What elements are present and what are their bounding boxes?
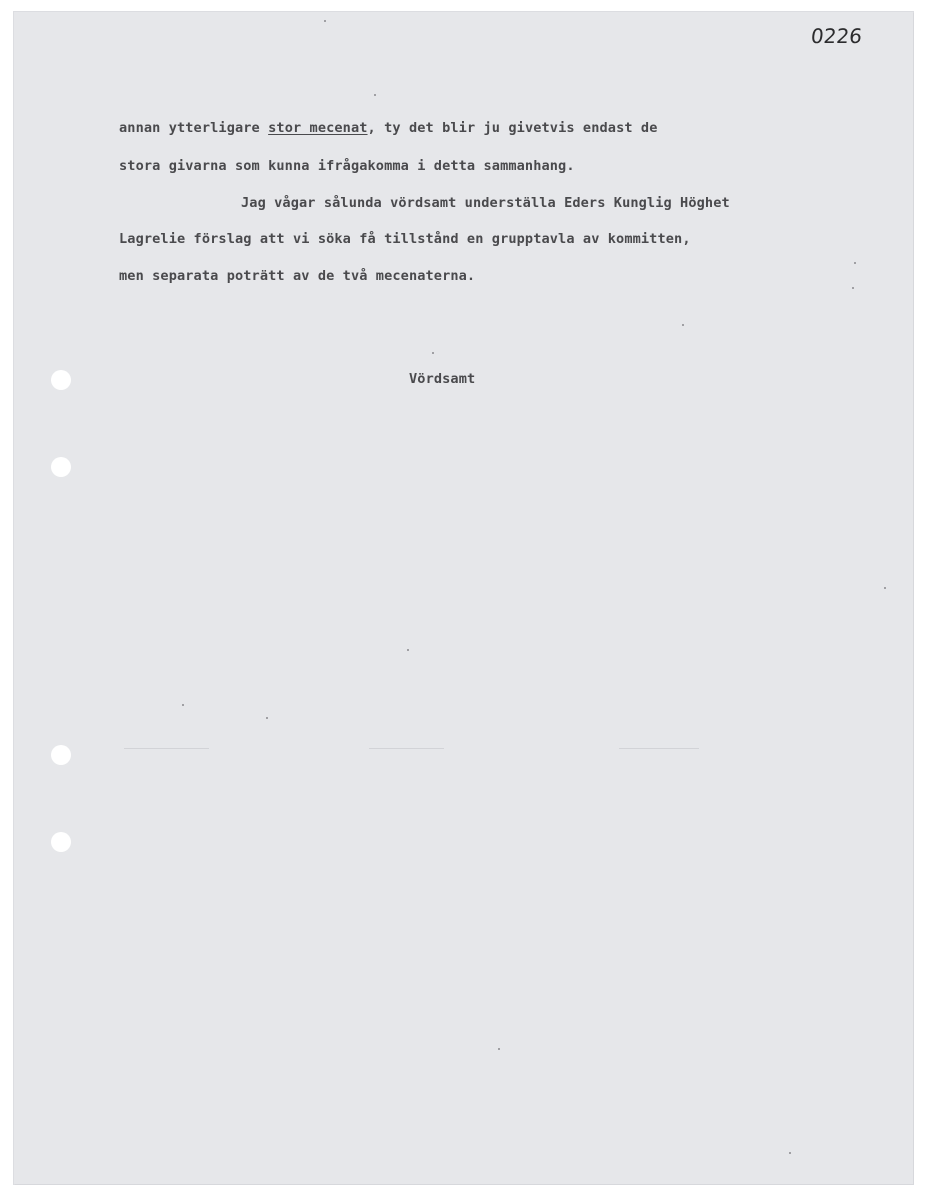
faint-rule [619, 748, 699, 749]
faint-rule [124, 748, 209, 749]
punch-hole [51, 370, 71, 390]
paper-speck [682, 324, 684, 326]
paper-speck [852, 287, 854, 289]
body-line-4: Lagrelie förslag att vi söka få tillstånd en grupptavla av kommitten, [119, 231, 691, 247]
body-line-3: Jag vågar sålunda vördsamt underställa Eders Kunglig Höghet [241, 195, 730, 211]
paper-speck [884, 587, 886, 589]
body-line-1 [119, 120, 658, 136]
paper-speck [374, 94, 376, 96]
paper-speck [182, 704, 184, 706]
underlined-phrase: stor mecenat [268, 120, 368, 136]
paper-speck [432, 352, 434, 354]
document-page [14, 12, 913, 1184]
paper-speck [789, 1152, 791, 1154]
paper-speck [266, 717, 268, 719]
punch-hole [51, 745, 71, 765]
page-number: 0226 [809, 24, 864, 48]
paper-speck [324, 20, 326, 22]
faint-rule [369, 748, 444, 749]
paper-speck [407, 649, 409, 651]
body-line-1-post: , ty det blir ju givetvis endast de [367, 120, 658, 136]
body-line-5: men separata poträtt av de två mecenaterna. [119, 268, 476, 284]
closing-salutation: Vördsamt [409, 371, 476, 387]
punch-hole [51, 457, 71, 477]
paper-speck [854, 262, 856, 264]
body-line-1-pre: annan ytterligare [119, 120, 269, 136]
body-line-2: stora givarna som kunna ifrågakomma i detta sammanhang. [119, 158, 575, 174]
paper-speck [498, 1048, 500, 1050]
punch-hole [51, 832, 71, 852]
